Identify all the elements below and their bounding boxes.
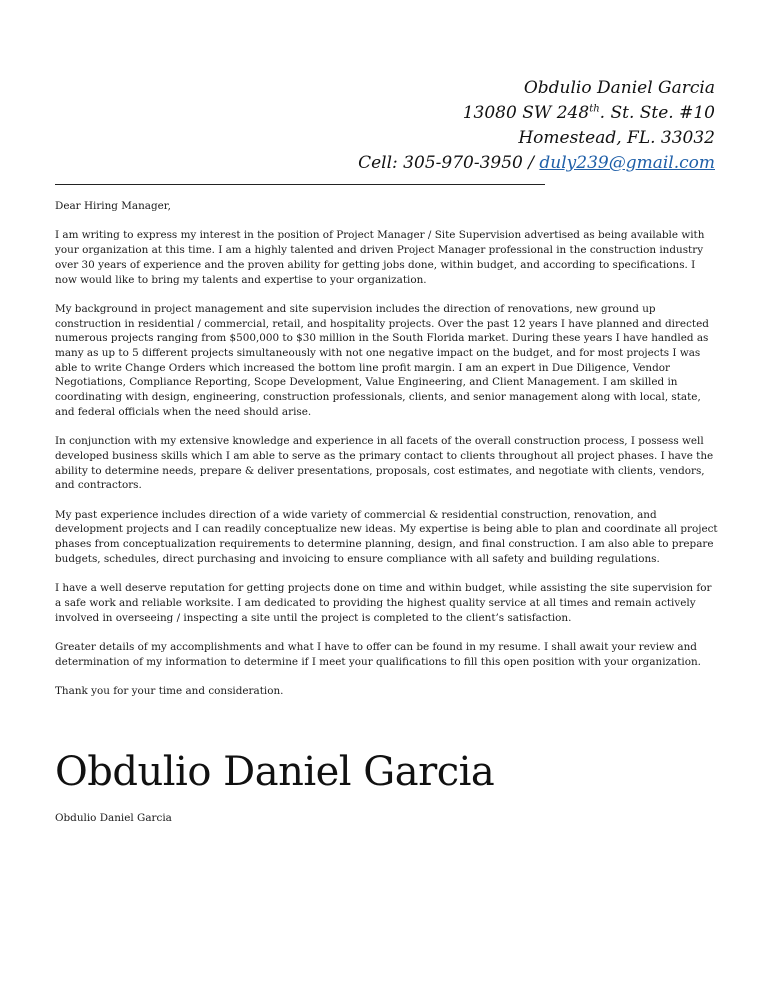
letterhead xyxy=(115,76,715,176)
paragraph-skills: In conjunction with my extensive knowledge and experience in all facets of the overall construction process, I possess well developed business skills which I am able to serve as the primary contact to clients throughout all project phases. I have the ability to determine needs, prepare & deliver presentations, proposals, cost estimates, and negotiate with clients, vendors, and contractors. xyxy=(55,435,714,492)
cell-phone: Cell: 305-970-3950 / xyxy=(358,153,540,173)
address-street-number: 13080 SW 248 xyxy=(462,103,590,123)
paragraph-background: My background in project management and site supervision includes the direction of renovations, new ground up construction in residential / commercial, retail, and hospitality projects. Over the past 12 years I have planned and directed numerous projects ranging from $500,000 to $30 million in the South Florida market. During these years I have handled as many as up to 5 different projects simultaneously with not one negative impact on the budget, and for most projects I was able to write Change Orders which increased the bottom line profit margin. I am an expert in Due Diligence, Vendor Negotiations, Compliance Reporting, Scope Development, Value Engineering, and Client Management. I am skilled in coordinating with design, engineering, construction professionals, clients, and senior management along with local, state, and federal officials when the need should arise. xyxy=(55,302,709,418)
signature-printed-name: Obdulio Daniel Garcia xyxy=(55,812,172,824)
sender-city-line: Homestead, FL. 33032 xyxy=(518,128,715,148)
address-ordinal-suffix: th xyxy=(589,103,600,115)
sender-contact-line xyxy=(115,151,715,176)
sender-name: Obdulio Daniel Garcia xyxy=(523,78,715,98)
closing-line: Thank you for your time and consideration. xyxy=(55,685,284,698)
header-divider xyxy=(55,184,545,185)
paragraph-introduction: I am writing to express my interest in the position of Project Manager / Site Supervision advertised as being available with your organization at this time. I am a highly talented and driven Project Manager professional in the construction industry over 30 years of experience and the proven ability for getting jobs done, within budget, and according to specifications. I now would like to bring my talents and expertise to your organization. xyxy=(55,229,705,286)
signature-script: Obdulio Daniel Garcia xyxy=(55,749,495,795)
paragraph-resume: Greater details of my accomplishments and what I have to offer can be found in my resume. I shall await your review and determination of my information to determine if I meet your qualifications to fill this open position with your organization. xyxy=(55,641,701,668)
paragraph-experience: My past experience includes direction of a wide variety of commercial & residential construction, renovation, and development projects and I can readily conceptualize new ideas. My expertise is being able to plan and coordinate all project phases from conceptualization requirements to determine planning, design, and final construction. I am also able to prepare budgets, schedules, direct purchasing and invoicing to ensure compliance with all safety and building regulations. xyxy=(55,508,718,565)
salutation: Dear Hiring Manager, xyxy=(55,200,171,212)
email-link[interactable]: duly239@gmail.com xyxy=(539,153,715,173)
sender-address-line xyxy=(115,101,715,126)
letter-body xyxy=(55,199,720,713)
address-street-rest: . St. Ste. #10 xyxy=(599,103,715,123)
paragraph-reputation: I have a well deserve reputation for getting projects done on time and within budget, while assisting the site supervision for a safe work and reliable worksite. I am dedicated to providing the highest quality service at all times and remain actively involved in overseeing / inspecting a site until the project is completed to the client’s satisfaction. xyxy=(55,582,712,624)
